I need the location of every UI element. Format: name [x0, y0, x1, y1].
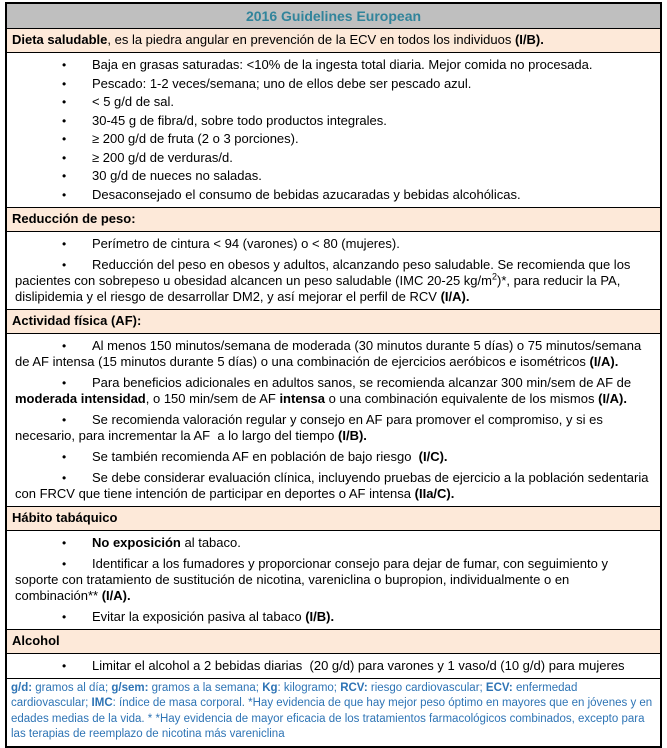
bullet-icon: •: [62, 412, 67, 427]
bullet-icon: •: [62, 338, 67, 353]
bullet-icon: •: [62, 470, 67, 485]
list-item: [15, 76, 652, 92]
bullet-icon: •: [62, 236, 67, 251]
list-item: [15, 658, 652, 674]
list-item-text: < 5 g/d de sal.: [92, 94, 175, 109]
list-item-text: 30-45 g de fibra/d, sobre todo productos integrales.: [92, 112, 387, 128]
bullet-icon: •: [62, 132, 67, 146]
page-title: 2016 Guidelines European: [7, 4, 660, 29]
list-item-text: Evitar la exposición pasiva al tabaco (I/B).: [92, 608, 335, 624]
section-list-habito-tabaquico: [7, 531, 660, 630]
list-item-text: Perímetro de cintura < 94 (varones) o < 80 (mujeres).: [92, 235, 400, 251]
list-item-text: Se recomienda valoración regular y consejo en AF para promover el compromiso, y si es necesario, para incrementar la AF a lo largo del tiempo (I/B).: [15, 411, 603, 443]
bullet-icon: •: [62, 150, 67, 165]
list-item: [15, 609, 652, 625]
list-item: [15, 412, 652, 444]
list-item: [15, 94, 652, 110]
list-item: [15, 257, 652, 305]
list-item-text: Reducción del peso en obesos y adultos, alcanzando peso saludable. Se recomienda que los pacientes con sobrepeso u obesidad alcancen un peso saludable (IMC 20-25 $kg/m^2)*$, para reducir la PA, dislipidemia y el riesgo de desarrollar DM2, y así mejorar el perfil de RCV (I/A).: [15, 256, 631, 304]
section-list-reduccion-de-peso: [7, 232, 660, 310]
bullet-icon: •: [62, 535, 67, 550]
section-list-alcohol: [7, 654, 660, 679]
list-item: [15, 168, 652, 184]
bullet-icon: •: [62, 658, 67, 673]
bullet-icon: •: [62, 375, 67, 390]
list-item: [15, 150, 652, 166]
list-item-text: ≥ 200 g/d de verduras/d.: [92, 149, 233, 165]
bullet-icon: •: [62, 169, 67, 183]
list-item: [15, 470, 652, 502]
list-item: [15, 535, 652, 551]
bullet-icon: •: [62, 449, 67, 464]
bullet-icon: •: [62, 257, 67, 272]
section-heading-dieta-saludable: Dieta saludable, es la piedra angular en prevención de la ECV en todos los individuos (I/B).: [7, 29, 660, 53]
footnote: g/d: gramos al día; g/sem: gramos a la semana; Kg: kilogramo; RCV: riesgo cardiovascular; ECV: enfermedad cardiovascular; IMC: índice de masa corporal. *Hay evidencia de que hay mejor peso óptimo en mayores que en jóvenes y en edades medias de la vida. * *Hay evidencia de mayor eficacia de los tratamientos farmacológicos combinados, excepto para las terapias de reemplazo de nicotina más vareniclina: [11, 681, 653, 740]
list-item-text: No exposición al tabaco.: [92, 534, 241, 550]
bullet-icon: •: [62, 187, 67, 202]
section-heading-actividad-fisica: Actividad física (AF):: [7, 310, 660, 334]
guidelines-table: [5, 2, 662, 748]
list-item-text: ≥ 200 g/d de fruta (2 o 3 porciones).: [92, 131, 299, 146]
list-item: [15, 236, 652, 252]
list-item-text: Limitar el alcohol a 2 bebidas diarias (20 g/d) para varones y 1 vaso/d (10 g/d) para mujeres: [92, 657, 625, 673]
list-item-text: 30 g/d de nueces no saladas.: [92, 168, 262, 183]
list-item-text: Identificar a los fumadores y proporcionar consejo para dejar de fumar, con seguimiento y soporte con tratamiento de sustitución de nicotina, vareniclina o bupropion, individualmente o en combinación** (I/A).: [15, 555, 608, 603]
list-item: [15, 131, 652, 147]
bullet-icon: •: [62, 76, 67, 91]
section-heading-reduccion-de-peso: Reducción de peso:: [7, 208, 660, 232]
list-item-text: Pescado: 1-2 veces/semana; uno de ellos debe ser pescado azul.: [92, 75, 472, 91]
list-item: [15, 375, 652, 407]
bullet-icon: •: [62, 58, 67, 72]
section-heading-habito-tabaquico: Hábito tabáquico: [7, 507, 660, 531]
list-item: [15, 57, 652, 73]
list-item-text: Para beneficios adicionales en adultos sanos, se recomienda alcanzar 300 min/sem de AF de moderada intensidad, o 150 min/sem de AF intensa o una combinación equivalente de los mismos (I/A).: [15, 374, 632, 406]
bullet-icon: •: [62, 113, 67, 128]
section-list-actividad-fisica: [7, 334, 660, 507]
bullet-icon: •: [62, 609, 67, 624]
list-item-text: Baja en grasas saturadas: <10% de la ingesta total diaria. Mejor comida no procesada.: [92, 57, 593, 72]
list-item-text: Se debe considerar evaluación clínica, incluyendo pruebas de ejercicio a la población sedentaria con FRCV que tiene intención de participar en deportes o AF intensa (IIa/C).: [15, 469, 649, 501]
list-item: [15, 187, 652, 203]
list-item: [15, 556, 652, 604]
bullet-icon: •: [62, 95, 67, 109]
list-item: [15, 449, 652, 465]
section-list-dieta-saludable: [7, 53, 660, 208]
list-item-text: Desaconsejado el consumo de bebidas azucaradas y bebidas alcohólicas.: [92, 186, 521, 202]
section-heading-alcohol: Alcohol: [7, 630, 660, 654]
list-item-text: Al menos 150 minutos/semana de moderada (30 minutos durante 5 días) o 75 minutos/semana de AF intensa (15 minutos durante 5 días) o una combinación de ejercicios aeróbicos e isométricos (I/A).: [15, 337, 642, 369]
bullet-icon: •: [62, 556, 67, 571]
list-item: [15, 338, 652, 370]
list-item-text: Se también recomienda AF en población de bajo riesgo (I/C).: [92, 448, 448, 464]
list-item: [15, 113, 652, 129]
